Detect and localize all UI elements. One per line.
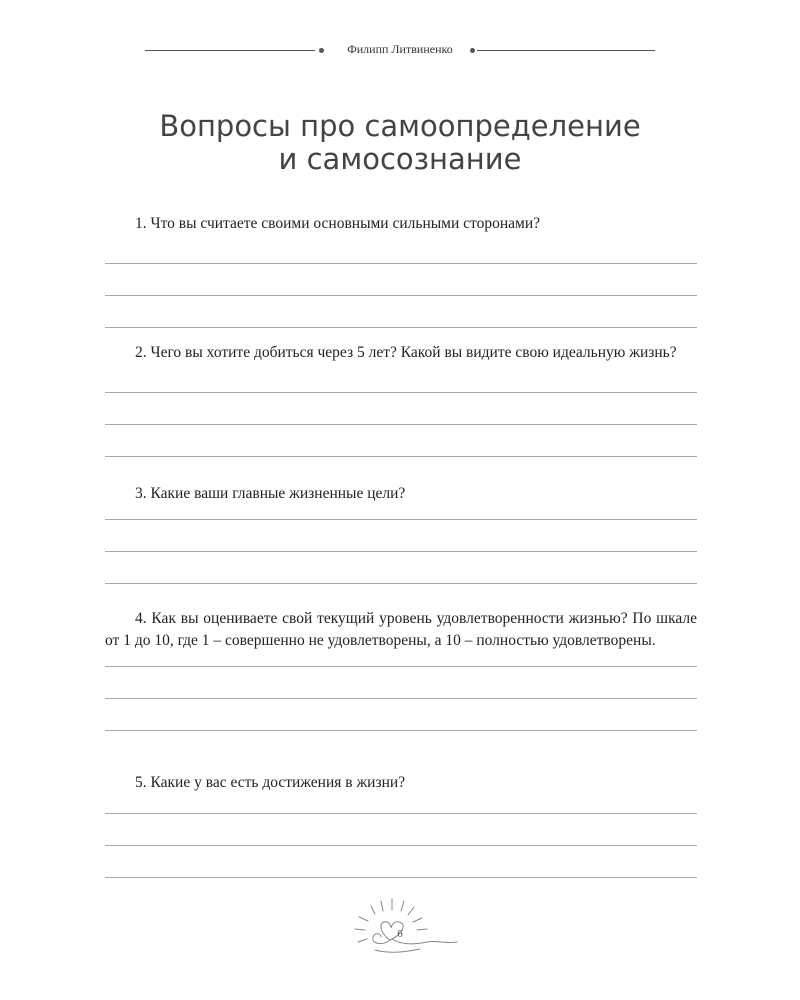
page-title bbox=[100, 110, 700, 176]
answer-line[interactable] bbox=[105, 730, 697, 731]
answer-line[interactable] bbox=[105, 666, 697, 667]
answer-line[interactable] bbox=[105, 583, 697, 584]
answer-line[interactable] bbox=[105, 877, 697, 878]
answer-line[interactable] bbox=[105, 392, 697, 393]
answer-line[interactable] bbox=[105, 424, 697, 425]
question-1: 1. Что вы считаете своими основными сильными сторонами? bbox=[135, 215, 540, 232]
answer-line[interactable] bbox=[105, 295, 697, 296]
answer-line[interactable] bbox=[105, 263, 697, 264]
answer-line[interactable] bbox=[105, 813, 697, 814]
page-title-line-2: и самосознание bbox=[278, 142, 522, 176]
answer-line[interactable] bbox=[105, 519, 697, 520]
sun-heart-icon bbox=[345, 892, 465, 962]
header-rule-right bbox=[477, 50, 655, 51]
page-number: 6 bbox=[397, 928, 403, 940]
running-header bbox=[145, 40, 655, 60]
answer-line[interactable] bbox=[105, 698, 697, 699]
question-2: 2. Чего вы хотите добиться через 5 лет? Какой вы видите свою идеальную жизнь? bbox=[135, 344, 677, 361]
answer-line[interactable] bbox=[105, 845, 697, 846]
header-author: Филипп Литвиненко bbox=[347, 42, 453, 56]
answer-line[interactable] bbox=[105, 456, 697, 457]
question-4: 4. Как вы оцениваете свой текущий уровень удовлетворенности жизнью? По шкале от 1 до 10, где 1 – совершенно не удовлетворены, а 10 – полностью удовлетворены. bbox=[105, 610, 697, 649]
page-title-line-1: Вопросы про самоопределение bbox=[159, 109, 641, 143]
answer-line[interactable] bbox=[105, 551, 697, 552]
question-5: 5. Какие у вас есть достижения в жизни? bbox=[135, 774, 406, 791]
header-dot-right bbox=[470, 48, 475, 53]
answer-line[interactable] bbox=[105, 327, 697, 328]
question-3: 3. Какие ваши главные жизненные цели? bbox=[135, 485, 406, 502]
